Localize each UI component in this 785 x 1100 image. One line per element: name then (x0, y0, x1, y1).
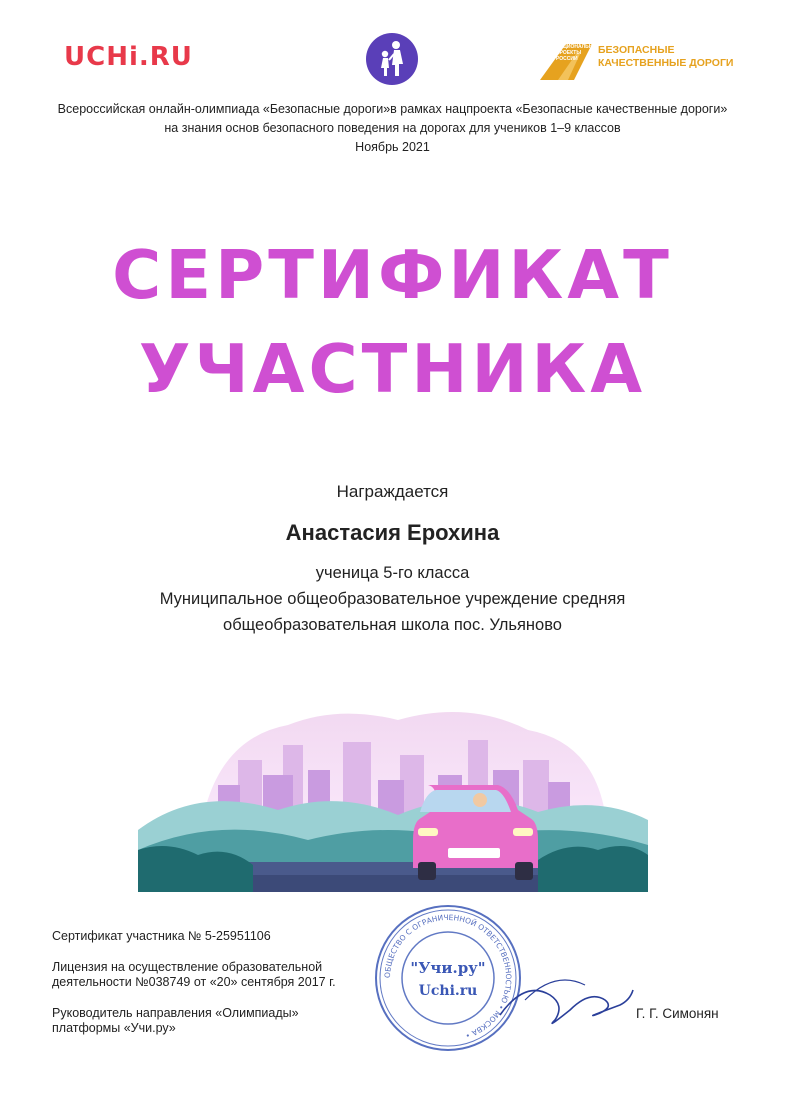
certificate-number: Сертификат участника № 5-25951106 (52, 929, 271, 943)
car-city-illustration (138, 700, 648, 892)
uchi-ru-logo: UCHi.RU (64, 42, 193, 72)
awarded-label: Награждается (336, 482, 449, 501)
recipient-name: Анастасия Ерохина (285, 520, 500, 545)
signature (495, 960, 635, 1030)
intro-line: на знания основ безопасного поведения на дорогах для учеников 1–9 классов (164, 121, 621, 135)
school-name: общеобразовательная школа пос. Ульяново (223, 616, 562, 634)
svg-text:ОБЩЕСТВО С ОГРАНИЧЕННОЙ ОТВЕТС: ОБЩЕСТВО С ОГРАНИЧЕННОЙ ОТВЕТСТВЕННОСТЬЮ • МОСКВА • (382, 912, 514, 1041)
school-name: Муниципальное общеобразовательное учреждение средняя (159, 590, 626, 608)
intro-line: Всероссийская онлайн-олимпиада «Безопасные дороги»в рамках нацпроекта «Безопасные качественные дороги» (57, 102, 728, 116)
certificate-title: СЕРТИФИКАТ УЧАСТНИКА (112, 236, 673, 408)
head-of-olympiads: Руководитель направления «Олимпиады» платформы «Учи.ру» (52, 1006, 299, 1035)
svg-text:Uchi.ru: Uchi.ru (418, 983, 478, 999)
national-projects-caption: НАЦИОНАЛЬНЫЕ ПРОЕКТЫ РОССИИ (556, 44, 601, 62)
intro-date: Ноябрь 2021 (355, 140, 430, 154)
recipient-grade: ученица 5-го класса (315, 564, 470, 582)
signer-name: Г. Г. Симонян (636, 1006, 719, 1021)
svg-text:"Учи.ру": "Учи.ру" (410, 959, 486, 977)
recipient-details (0, 560, 785, 638)
license-info: Лицензия на осуществление образовательной деятельности №038749 от «20» сентября 2017 г. (52, 960, 336, 989)
olympiad-description (0, 100, 785, 157)
bkd-wordmark: БЕЗОПАСНЫЕ КАЧЕСТВЕННЫЕ ДОРОГИ (598, 44, 734, 69)
safe-roads-logo-icon (365, 32, 419, 86)
